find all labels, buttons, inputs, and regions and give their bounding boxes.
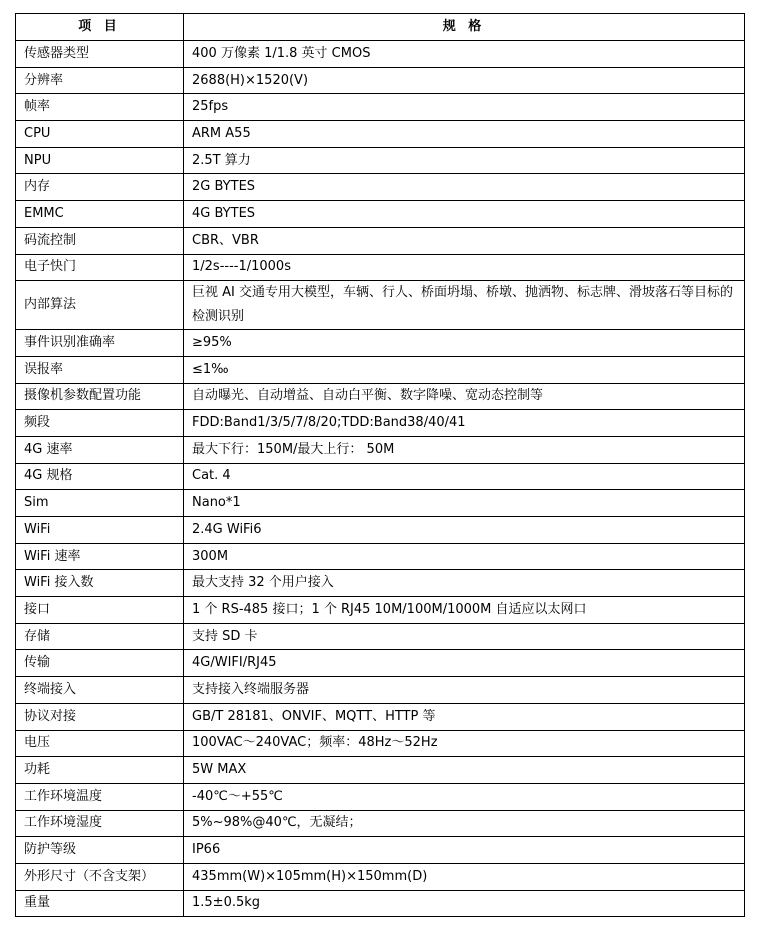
table-row bbox=[16, 227, 745, 254]
row-item: 存储 bbox=[16, 623, 184, 650]
table-row bbox=[16, 67, 745, 94]
table-row bbox=[16, 650, 745, 677]
row-item: 误报率 bbox=[16, 356, 184, 383]
row-item: NPU bbox=[16, 147, 184, 174]
table-row bbox=[16, 121, 745, 148]
table-row bbox=[16, 783, 745, 810]
row-value: 1.5±0.5kg bbox=[184, 890, 745, 917]
row-item: 协议对接 bbox=[16, 703, 184, 730]
table-row bbox=[16, 863, 745, 890]
row-item: 工作环境温度 bbox=[16, 783, 184, 810]
table-row bbox=[16, 383, 745, 410]
table-row bbox=[16, 543, 745, 570]
row-value: Nano*1 bbox=[184, 490, 745, 517]
row-item: WiFi 接入数 bbox=[16, 570, 184, 597]
row-value: 25fps bbox=[184, 94, 745, 121]
row-item: 传输 bbox=[16, 650, 184, 677]
table-row bbox=[16, 436, 745, 463]
row-value: 435mm(W)×105mm(H)×150mm(D) bbox=[184, 863, 745, 890]
row-item: 接口 bbox=[16, 597, 184, 624]
row-value: 4G/WIFI/RJ45 bbox=[184, 650, 745, 677]
row-item: 4G 速率 bbox=[16, 436, 184, 463]
row-value: 1 个 RS-485 接口；1 个 RJ45 10M/100M/1000M 自适应以太网口 bbox=[184, 597, 745, 624]
row-value: 400 万像素 1/1.8 英寸 CMOS bbox=[184, 41, 745, 68]
row-value: 300M bbox=[184, 543, 745, 570]
table-row bbox=[16, 94, 745, 121]
row-item: 4G 规格 bbox=[16, 463, 184, 490]
table-row bbox=[16, 810, 745, 837]
row-item: EMMC bbox=[16, 201, 184, 228]
row-item: Sim bbox=[16, 490, 184, 517]
row-item: 摄像机参数配置功能 bbox=[16, 383, 184, 410]
row-item: 传感器类型 bbox=[16, 41, 184, 68]
row-item: 事件识别准确率 bbox=[16, 330, 184, 357]
row-value: 最大支持 32 个用户接入 bbox=[184, 570, 745, 597]
row-value: ≤1‰ bbox=[184, 356, 745, 383]
row-value: 5W MAX bbox=[184, 757, 745, 784]
table-row bbox=[16, 201, 745, 228]
table-row bbox=[16, 490, 745, 517]
row-value: FDD:Band1/3/5/7/8/20;TDD:Band38/40/41 bbox=[184, 410, 745, 437]
table-row bbox=[16, 623, 745, 650]
table-row bbox=[16, 41, 745, 68]
row-value: GB/T 28181、ONVIF、MQTT、HTTP 等 bbox=[184, 703, 745, 730]
row-item: 防护等级 bbox=[16, 837, 184, 864]
row-item: 频段 bbox=[16, 410, 184, 437]
table-row bbox=[16, 281, 745, 330]
spec-table bbox=[15, 13, 745, 917]
row-value: 5%~98%@40℃，无凝结； bbox=[184, 810, 745, 837]
row-value: 4G BYTES bbox=[184, 201, 745, 228]
row-item: 码流控制 bbox=[16, 227, 184, 254]
table-row bbox=[16, 517, 745, 544]
table-row bbox=[16, 837, 745, 864]
row-value: 支持接入终端服务器 bbox=[184, 677, 745, 704]
table-row bbox=[16, 356, 745, 383]
row-item: 内部算法 bbox=[16, 281, 184, 330]
row-item: 帧率 bbox=[16, 94, 184, 121]
table-row bbox=[16, 890, 745, 917]
row-item: WiFi 速率 bbox=[16, 543, 184, 570]
row-value: ≥95% bbox=[184, 330, 745, 357]
row-item: 外形尺寸（不含支架） bbox=[16, 863, 184, 890]
row-item: 电子快门 bbox=[16, 254, 184, 281]
row-item: WiFi bbox=[16, 517, 184, 544]
header-spec: 规 格 bbox=[184, 14, 745, 41]
table-row bbox=[16, 174, 745, 201]
row-value: 2.4G WiFi6 bbox=[184, 517, 745, 544]
table-row bbox=[16, 677, 745, 704]
row-value: 巨视 AI 交通专用大模型，车辆、行人、桥面坍塌、桥墩、抛洒物、标志牌、滑坡落石等目标的检测识别 bbox=[184, 281, 745, 330]
table-row bbox=[16, 254, 745, 281]
table-row bbox=[16, 570, 745, 597]
header-item: 项 目 bbox=[16, 14, 184, 41]
row-value: 2688(H)×1520(V) bbox=[184, 67, 745, 94]
row-value: ARM A55 bbox=[184, 121, 745, 148]
row-item: 工作环境湿度 bbox=[16, 810, 184, 837]
row-value: CBR、VBR bbox=[184, 227, 745, 254]
row-value: IP66 bbox=[184, 837, 745, 864]
row-value: 2.5T 算力 bbox=[184, 147, 745, 174]
row-item: 分辨率 bbox=[16, 67, 184, 94]
header-row bbox=[16, 14, 745, 41]
table-body bbox=[16, 41, 745, 917]
table-row bbox=[16, 410, 745, 437]
table-row bbox=[16, 463, 745, 490]
row-item: 功耗 bbox=[16, 757, 184, 784]
row-value: 100VAC～240VAC；频率：48Hz～52Hz bbox=[184, 730, 745, 757]
row-value: 2G BYTES bbox=[184, 174, 745, 201]
table-row bbox=[16, 147, 745, 174]
row-item: 终端接入 bbox=[16, 677, 184, 704]
row-item: 重量 bbox=[16, 890, 184, 917]
table-row bbox=[16, 597, 745, 624]
row-value: 最大下行：150M/最大上行： 50M bbox=[184, 436, 745, 463]
row-value: Cat. 4 bbox=[184, 463, 745, 490]
table-row bbox=[16, 330, 745, 357]
row-item: 电压 bbox=[16, 730, 184, 757]
row-value: 1/2s----1/1000s bbox=[184, 254, 745, 281]
row-value: 自动曝光、自动增益、自动白平衡、数字降噪、宽动态控制等 bbox=[184, 383, 745, 410]
row-item: 内存 bbox=[16, 174, 184, 201]
row-item: CPU bbox=[16, 121, 184, 148]
row-value: 支持 SD 卡 bbox=[184, 623, 745, 650]
table-row bbox=[16, 703, 745, 730]
table-row bbox=[16, 757, 745, 784]
table-row bbox=[16, 730, 745, 757]
row-value: -40℃～+55℃ bbox=[184, 783, 745, 810]
